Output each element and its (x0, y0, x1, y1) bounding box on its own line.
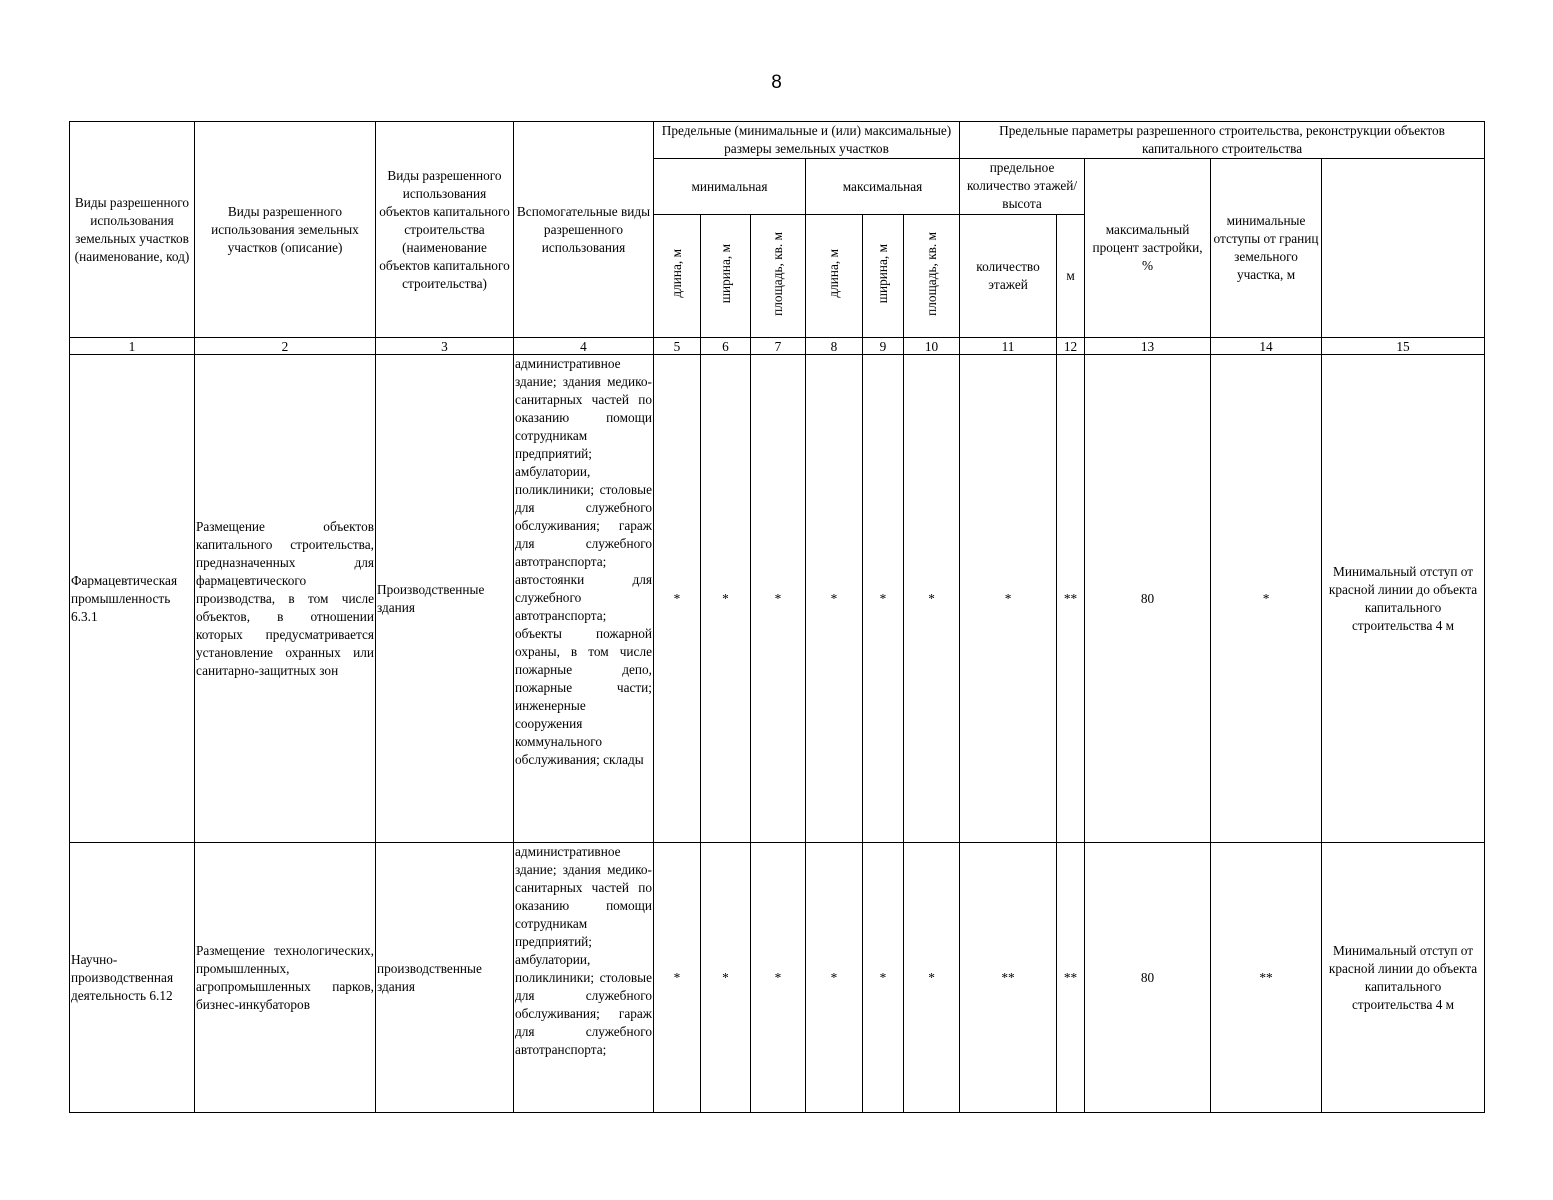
capital-objects: Производственные здания (376, 355, 514, 843)
min-width-value: * (701, 843, 751, 1113)
header-height-m: м (1057, 215, 1085, 338)
header-max-width: ширина, м (863, 215, 904, 338)
column-number: 11 (960, 338, 1057, 355)
build-percent-value: 80 (1085, 355, 1211, 843)
max-area-value: * (904, 843, 960, 1113)
land-use-description: Размещение объектов капитального строительства, предназначенных для фармацевтического производства, в том числе объектов, в отношении которых предусматривается установление охранных или санитарно-защитных зон (195, 355, 376, 843)
floors-value: * (960, 355, 1057, 843)
regulations-table (69, 121, 1485, 1113)
max-length-value: * (806, 843, 863, 1113)
header-min-length: длина, м (654, 215, 701, 338)
column-number: 7 (751, 338, 806, 355)
header-land-use-name: Виды разрешенного использования земельных участков (наименование, код) (70, 122, 195, 338)
header-max-area: площадь, кв. м (904, 215, 960, 338)
floors-value: ** (960, 843, 1057, 1113)
column-number: 15 (1322, 338, 1485, 355)
header-land-use-description: Виды разрешенного использования земельных участков (описание) (195, 122, 376, 338)
header-max-build-percent: максимальный процент застройки, % (1085, 159, 1211, 338)
column-number: 12 (1057, 338, 1085, 355)
page-number: 8 (771, 72, 782, 93)
column-number: 13 (1085, 338, 1211, 355)
max-area-value: * (904, 355, 960, 843)
header-plot-size-limits: Предельные (минимальные и (или) максимальные) размеры земельных участков (654, 122, 960, 159)
column-number: 9 (863, 338, 904, 355)
header-auxiliary-uses: Вспомогательные виды разрешенного использования (514, 122, 654, 338)
column-number: 6 (701, 338, 751, 355)
header-minimum: минимальная (654, 159, 806, 215)
column-number: 14 (1211, 338, 1322, 355)
header-max-length: длина, м (806, 215, 863, 338)
max-width-value: * (863, 843, 904, 1113)
column-number: 4 (514, 338, 654, 355)
height-value: ** (1057, 355, 1085, 843)
setback-value: * (1211, 355, 1322, 843)
column-number: 3 (376, 338, 514, 355)
other-parameters-value: Минимальный отступ от красной линии до объекта капитального строительства 4 м (1322, 843, 1485, 1113)
header-construction-parameters: Предельные параметры разрешенного строительства, реконструкции объектов капитального строительства (960, 122, 1485, 159)
header-min-width: ширина, м (701, 215, 751, 338)
header-capital-objects: Виды разрешенного использования объектов капитального строительства (наименование объектов капитального строительства) (376, 122, 514, 338)
max-width-value: * (863, 355, 904, 843)
min-area-value: * (751, 355, 806, 843)
max-length-value: * (806, 355, 863, 843)
min-length-value: * (654, 843, 701, 1113)
header-floors-count: количество этажей (960, 215, 1057, 338)
table-row (70, 355, 1485, 843)
column-number-row (70, 338, 1485, 355)
land-use-name: Научно-производственная деятельность 6.12 (70, 843, 195, 1113)
auxiliary-uses: административное здание; здания медико-санитарных частей по оказанию помощи сотрудникам предприятий; амбулатории, поликлиники; столовые для служебного обслуживания; гараж для служебного автотранспорта; автостоянки для служебного автотранспорта; объекты пожарной охраны, в том числе пожарные депо, пожарные части; инженерные сооружения коммунального обслуживания; склады (514, 355, 654, 843)
land-use-name: Фармацевтическая промышленность 6.3.1 (70, 355, 195, 843)
land-use-description: Размещение технологических, промышленных, агропромышленных парков, бизнес-инкубаторов (195, 843, 376, 1113)
other-parameters-value: Минимальный отступ от красной линии до объекта капитального строительства 4 м (1322, 355, 1485, 843)
capital-objects: производственные здания (376, 843, 514, 1113)
auxiliary-uses: административное здание; здания медико-санитарных частей по оказанию помощи сотрудникам предприятий; амбулатории, поликлиники; столовые для служебного обслуживания; гараж для служебного автотранспорта; (514, 843, 654, 1113)
header-min-area: площадь, кв. м (751, 215, 806, 338)
height-value: ** (1057, 843, 1085, 1113)
column-number: 10 (904, 338, 960, 355)
build-percent-value: 80 (1085, 843, 1211, 1113)
header-min-setbacks: минимальные отступы от границ земельного участка, м (1211, 159, 1322, 338)
column-number: 2 (195, 338, 376, 355)
header-floors-height: предельное количество этажей/высота (960, 159, 1085, 215)
column-number: 5 (654, 338, 701, 355)
table-row (70, 843, 1485, 1113)
column-number: 1 (70, 338, 195, 355)
min-area-value: * (751, 843, 806, 1113)
min-length-value: * (654, 355, 701, 843)
header-maximum: максимальная (806, 159, 960, 215)
min-width-value: * (701, 355, 751, 843)
setback-value: ** (1211, 843, 1322, 1113)
column-number: 8 (806, 338, 863, 355)
